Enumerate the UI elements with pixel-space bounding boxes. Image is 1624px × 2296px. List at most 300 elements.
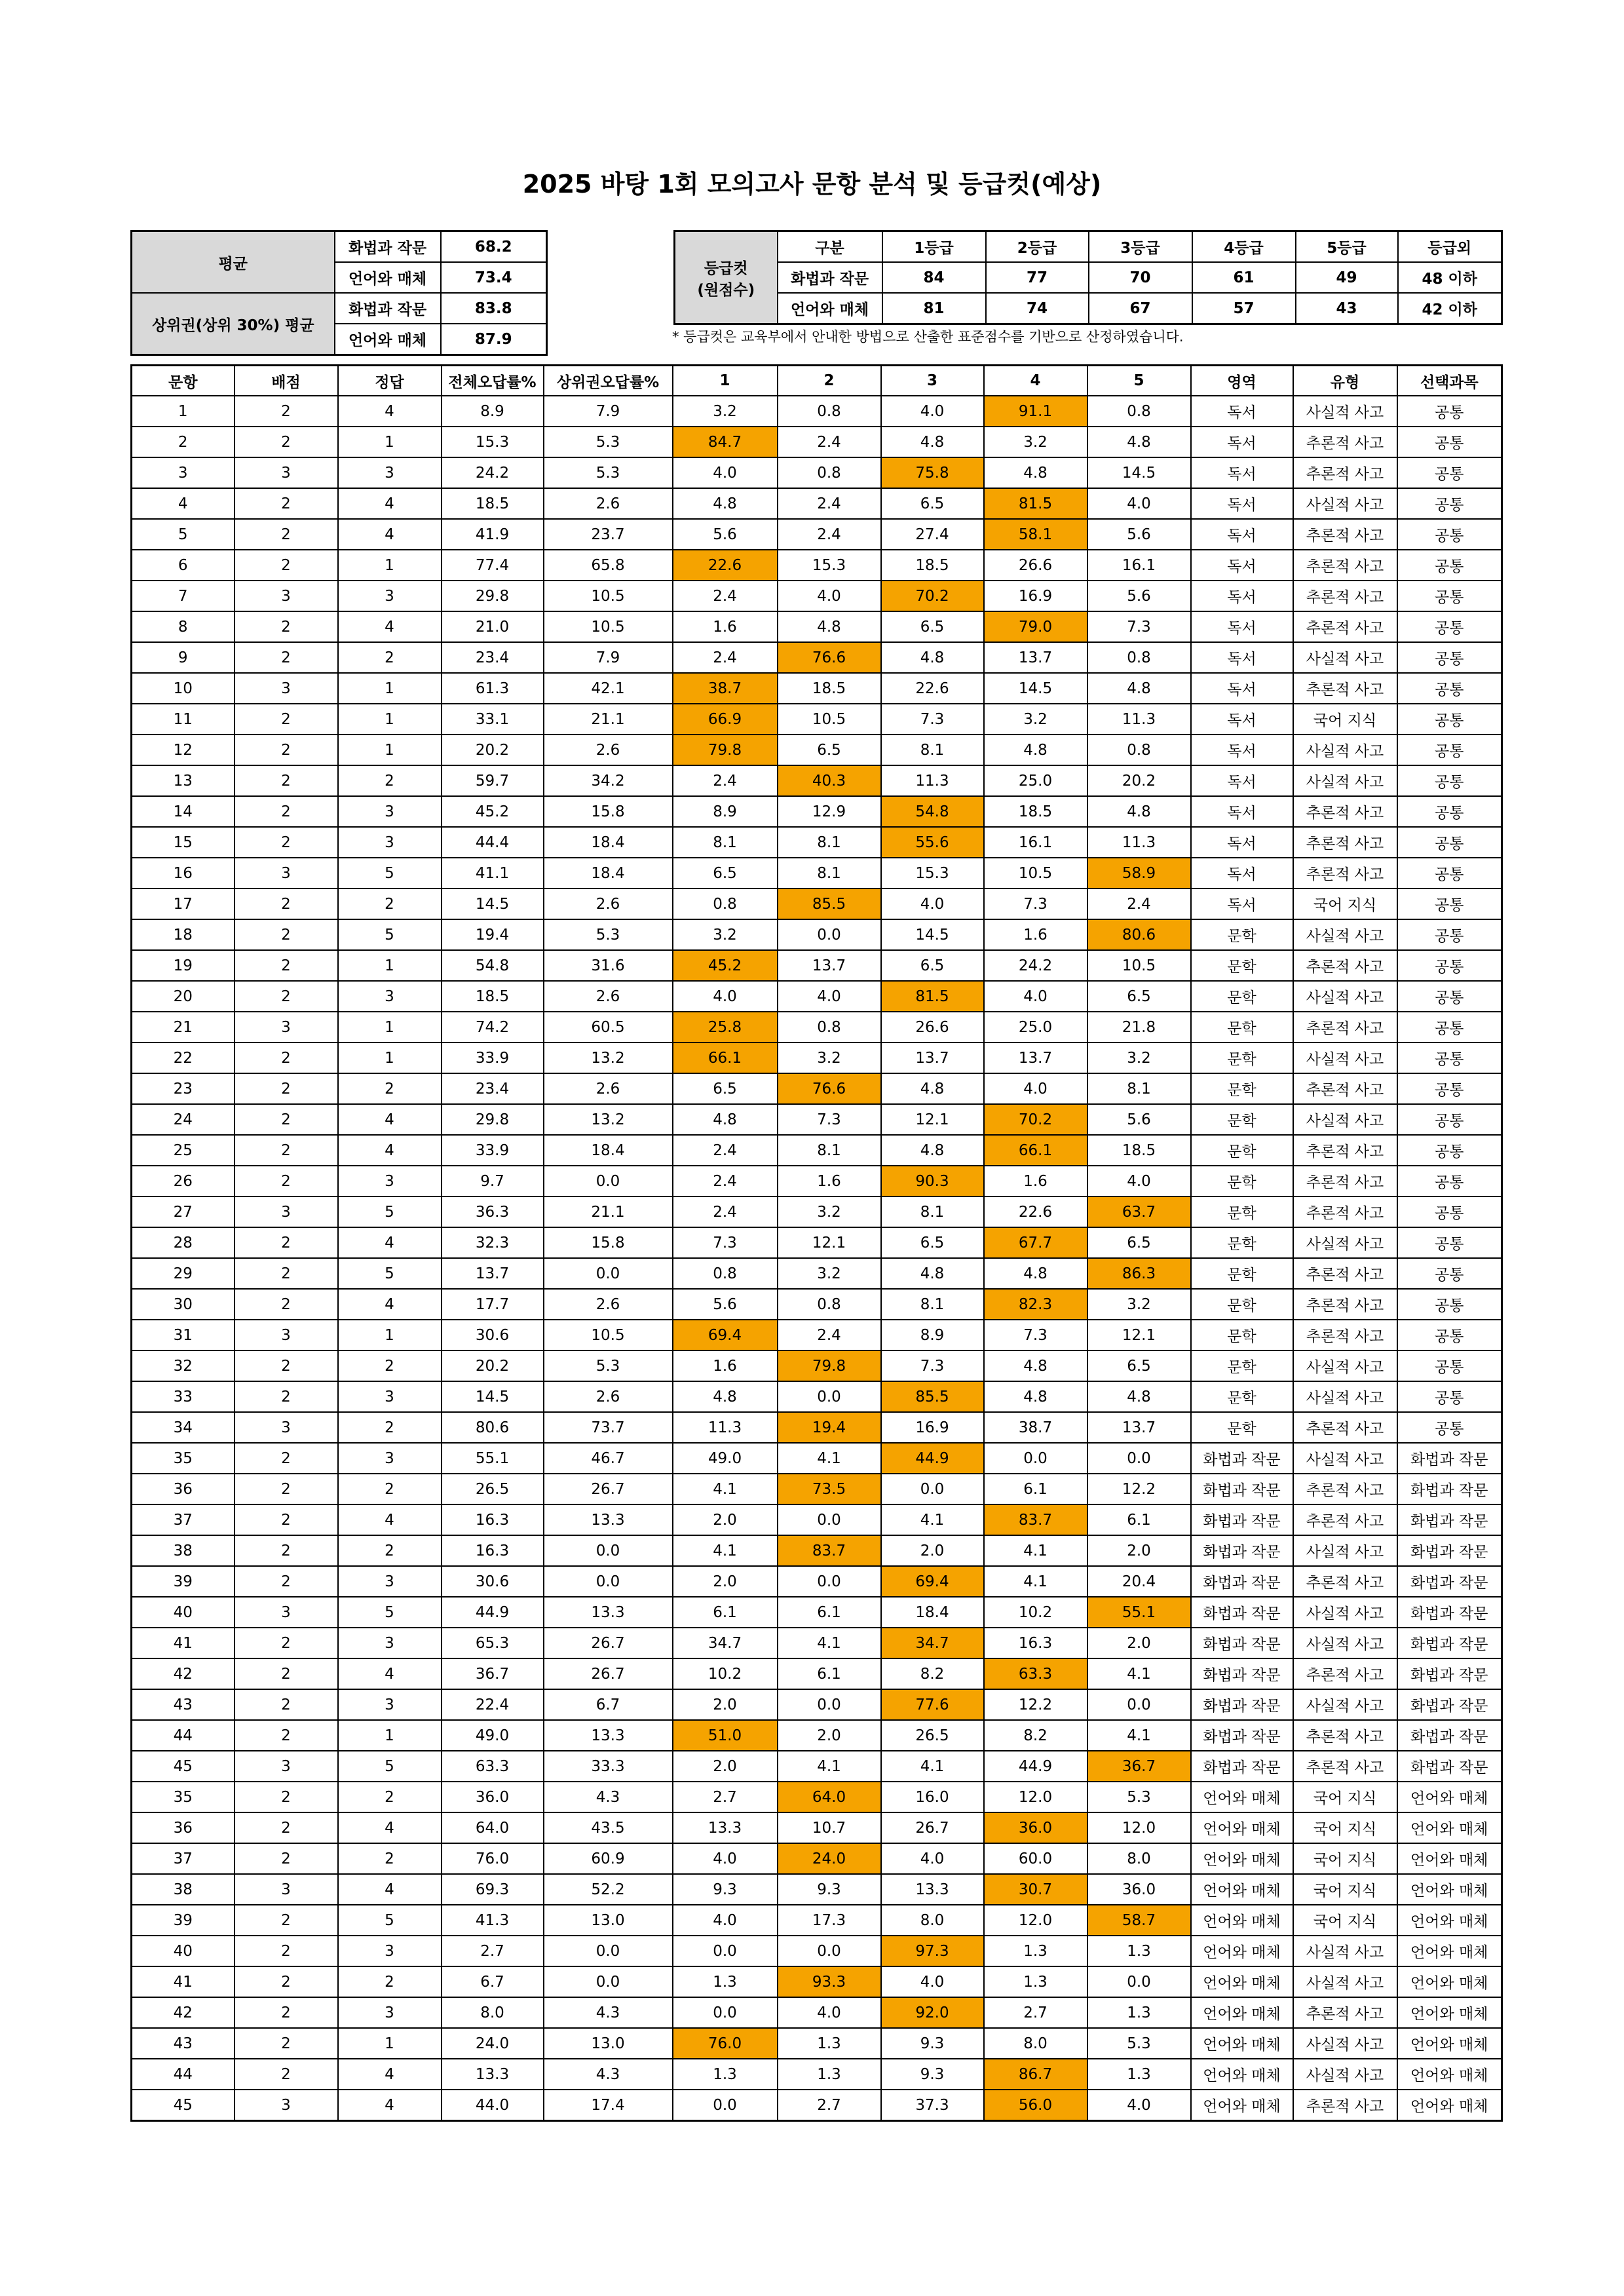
- choice-5-rate: 36.7: [1087, 1751, 1191, 1782]
- type: 사실적 사고: [1293, 1535, 1397, 1566]
- elective: 언어와 매체: [1397, 2028, 1502, 2059]
- choice-4-rate: 86.7: [984, 2059, 1087, 2090]
- average-table: [130, 230, 548, 356]
- top-wrong-rate: 73.7: [544, 1412, 673, 1443]
- points: 2: [235, 1166, 338, 1196]
- item-number: 26: [132, 1166, 235, 1196]
- type: 추론적 사고: [1293, 1289, 1397, 1320]
- area: 독서: [1191, 396, 1293, 427]
- type: 추론적 사고: [1293, 1751, 1397, 1782]
- top-wrong-rate: 4.3: [544, 1782, 673, 1812]
- area: 독서: [1191, 611, 1293, 642]
- answer: 4: [338, 1812, 442, 1843]
- choice-4-rate: 66.1: [984, 1135, 1087, 1166]
- overall-wrong-rate: 29.8: [442, 1104, 544, 1135]
- choice-1-rate: 4.0: [673, 1905, 778, 1936]
- answer: 2: [338, 889, 442, 919]
- area: 문학: [1191, 1258, 1293, 1289]
- answer: 2: [338, 642, 442, 673]
- choice-2-rate: 40.3: [778, 765, 881, 796]
- area: 문학: [1191, 1412, 1293, 1443]
- choice-2-rate: 8.1: [778, 858, 881, 889]
- choice-5-rate: 0.8: [1087, 396, 1191, 427]
- type: 추론적 사고: [1293, 827, 1397, 858]
- overall-wrong-rate: 44.0: [442, 2090, 544, 2121]
- table-row: [132, 858, 1502, 889]
- elective: 언어와 매체: [1397, 1936, 1502, 1966]
- choice-4-rate: 36.0: [984, 1812, 1087, 1843]
- elective: 공통: [1397, 1227, 1502, 1258]
- top-average-label: 상위권(상위 30%) 평균: [132, 293, 335, 355]
- table-row: [132, 827, 1502, 858]
- item-number: 38: [132, 1874, 235, 1905]
- item-number: 30: [132, 1289, 235, 1320]
- item-analysis-table: [130, 364, 1503, 2122]
- choice-5-rate: 6.5: [1087, 1350, 1191, 1381]
- choice-5-rate: 6.5: [1087, 1227, 1191, 1258]
- item-number: 18: [132, 919, 235, 950]
- elective: 공통: [1397, 396, 1502, 427]
- choice-3-rate: 97.3: [881, 1936, 984, 1966]
- top-wrong-rate: 2.6: [544, 1073, 673, 1104]
- top-wrong-rate: 60.5: [544, 1012, 673, 1043]
- overall-wrong-rate: 16.3: [442, 1535, 544, 1566]
- top-wrong-rate: 42.1: [544, 673, 673, 704]
- type: 추론적 사고: [1293, 1474, 1397, 1504]
- choice-1-rate: 45.2: [673, 950, 778, 981]
- answer: 1: [338, 550, 442, 581]
- table-row: [132, 550, 1502, 581]
- overall-wrong-rate: 13.3: [442, 2059, 544, 2090]
- grade-cell: 42 이하: [1398, 293, 1502, 324]
- type: 추론적 사고: [1293, 1135, 1397, 1166]
- choice-2-rate: 4.1: [778, 1628, 881, 1658]
- points: 2: [235, 796, 338, 827]
- choice-1-rate: 1.3: [673, 2059, 778, 2090]
- points: 2: [235, 396, 338, 427]
- area: 독서: [1191, 704, 1293, 735]
- table-row: [132, 1566, 1502, 1597]
- item-number: 27: [132, 1196, 235, 1227]
- area: 화법과 작문: [1191, 1628, 1293, 1658]
- overall-wrong-rate: 41.9: [442, 519, 544, 550]
- overall-wrong-rate: 14.5: [442, 1381, 544, 1412]
- choice-2-rate: 0.0: [778, 919, 881, 950]
- item-number: 15: [132, 827, 235, 858]
- answer: 4: [338, 1104, 442, 1135]
- average-value: 87.9: [441, 324, 547, 355]
- top-wrong-rate: 18.4: [544, 827, 673, 858]
- choice-3-rate: 12.1: [881, 1104, 984, 1135]
- elective: 언어와 매체: [1397, 1966, 1502, 1997]
- points: 2: [235, 1258, 338, 1289]
- choice-4-rate: 14.5: [984, 673, 1087, 704]
- area: 문학: [1191, 1381, 1293, 1412]
- area: 언어와 매체: [1191, 1966, 1293, 1997]
- choice-5-rate: 18.5: [1087, 1135, 1191, 1166]
- elective: 화법과 작문: [1397, 1504, 1502, 1535]
- points: 2: [235, 550, 338, 581]
- choice-4-rate: 91.1: [984, 396, 1087, 427]
- top-wrong-rate: 2.6: [544, 889, 673, 919]
- answer: 3: [338, 827, 442, 858]
- choice-1-rate: 11.3: [673, 1412, 778, 1443]
- choice-3-rate: 85.5: [881, 1381, 984, 1412]
- choice-1-rate: 2.4: [673, 765, 778, 796]
- choice-4-rate: 60.0: [984, 1843, 1087, 1874]
- choice-3-rate: 34.7: [881, 1628, 984, 1658]
- type: 추론적 사고: [1293, 1412, 1397, 1443]
- choice-4-rate: 58.1: [984, 519, 1087, 550]
- choice-4-rate: 22.6: [984, 1196, 1087, 1227]
- type: 국어 지식: [1293, 704, 1397, 735]
- choice-5-rate: 8.0: [1087, 1843, 1191, 1874]
- choice-2-rate: 93.3: [778, 1966, 881, 1997]
- table-row: [132, 642, 1502, 673]
- choice-2-rate: 6.1: [778, 1597, 881, 1628]
- top-wrong-rate: 18.4: [544, 1135, 673, 1166]
- overall-wrong-rate: 36.0: [442, 1782, 544, 1812]
- choice-5-rate: 3.2: [1087, 1043, 1191, 1073]
- choice-3-rate: 0.0: [881, 1474, 984, 1504]
- answer: 4: [338, 1874, 442, 1905]
- choice-4-rate: 0.0: [984, 1443, 1087, 1474]
- type: 추론적 사고: [1293, 1073, 1397, 1104]
- top-wrong-rate: 5.3: [544, 427, 673, 457]
- choice-5-rate: 63.7: [1087, 1196, 1191, 1227]
- overall-wrong-rate: 80.6: [442, 1412, 544, 1443]
- top-wrong-rate: 65.8: [544, 550, 673, 581]
- table-row: [132, 1720, 1502, 1751]
- choice-3-rate: 26.5: [881, 1720, 984, 1751]
- top-wrong-rate: 26.7: [544, 1474, 673, 1504]
- grade-cell: 화법과 작문: [778, 262, 882, 293]
- type: 사실적 사고: [1293, 1628, 1397, 1658]
- choice-2-rate: 17.3: [778, 1905, 881, 1936]
- grade-cell: 49: [1296, 262, 1398, 293]
- grade-header: 2등급: [986, 231, 1089, 263]
- overall-wrong-rate: 69.3: [442, 1874, 544, 1905]
- elective: 화법과 작문: [1397, 1658, 1502, 1689]
- choice-4-rate: 63.3: [984, 1658, 1087, 1689]
- page-title: 2025 바탕 1회 모의고사 문항 분석 및 등급컷(예상): [522, 170, 1102, 199]
- points: 2: [235, 1720, 338, 1751]
- choice-5-rate: 2.0: [1087, 1628, 1191, 1658]
- item-number: 17: [132, 889, 235, 919]
- choice-1-rate: 22.6: [673, 550, 778, 581]
- table-row: [132, 1474, 1502, 1504]
- choice-4-rate: 3.2: [984, 704, 1087, 735]
- choice-2-rate: 3.2: [778, 1196, 881, 1227]
- overall-wrong-rate: 54.8: [442, 950, 544, 981]
- choice-4-rate: 4.8: [984, 1381, 1087, 1412]
- choice-4-rate: 67.7: [984, 1227, 1087, 1258]
- table-row: [132, 611, 1502, 642]
- choice-5-rate: 6.1: [1087, 1504, 1191, 1535]
- grade-cell: 67: [1089, 293, 1192, 324]
- choice-3-rate: 13.7: [881, 1043, 984, 1073]
- choice-2-rate: 2.4: [778, 519, 881, 550]
- average-subject: 언어와 매체: [335, 324, 441, 355]
- choice-1-rate: 66.1: [673, 1043, 778, 1073]
- overall-wrong-rate: 30.6: [442, 1320, 544, 1350]
- area: 독서: [1191, 796, 1293, 827]
- choice-3-rate: 69.4: [881, 1566, 984, 1597]
- choice-3-rate: 18.5: [881, 550, 984, 581]
- choice-3-rate: 55.6: [881, 827, 984, 858]
- points: 2: [235, 1073, 338, 1104]
- elective-header: 선택과목: [1397, 366, 1502, 396]
- type: 국어 지식: [1293, 889, 1397, 919]
- choice-5-rate: 13.7: [1087, 1412, 1191, 1443]
- area: 문학: [1191, 1227, 1293, 1258]
- choice-5-rate: 14.5: [1087, 457, 1191, 488]
- area: 화법과 작문: [1191, 1751, 1293, 1782]
- type: 사실적 사고: [1293, 1381, 1397, 1412]
- type: 추론적 사고: [1293, 427, 1397, 457]
- table-row: [132, 735, 1502, 765]
- table-row: [132, 1166, 1502, 1196]
- answer: 2: [338, 1966, 442, 1997]
- choice-5-rate: 11.3: [1087, 827, 1191, 858]
- table-row: [132, 1043, 1502, 1073]
- grade-cell: 70: [1089, 262, 1192, 293]
- overall-wrong-rate: 44.4: [442, 827, 544, 858]
- choice-1-rate: 8.9: [673, 796, 778, 827]
- item-number: 9: [132, 642, 235, 673]
- overall-wrong-rate: 30.6: [442, 1566, 544, 1597]
- item-number: 14: [132, 796, 235, 827]
- table-row: [132, 919, 1502, 950]
- choice-4-rate: 16.9: [984, 581, 1087, 611]
- choice-3-rate: 6.5: [881, 950, 984, 981]
- top-wrong-rate: 13.3: [544, 1720, 673, 1751]
- type: 사실적 사고: [1293, 1104, 1397, 1135]
- top-wrong-rate: 34.2: [544, 765, 673, 796]
- choice-5-rate: 4.1: [1087, 1658, 1191, 1689]
- type: 추론적 사고: [1293, 1012, 1397, 1043]
- elective: 공통: [1397, 1166, 1502, 1196]
- choice-5-rate: 5.3: [1087, 1782, 1191, 1812]
- overall-wrong-rate: 23.4: [442, 642, 544, 673]
- choice-5-rate: 86.3: [1087, 1258, 1191, 1289]
- elective: 공통: [1397, 550, 1502, 581]
- answer: 4: [338, 1504, 442, 1535]
- overall-wrong-rate: 14.5: [442, 889, 544, 919]
- top-wrong-rate: 0.0: [544, 1966, 673, 1997]
- top-wrong-rate: 33.3: [544, 1751, 673, 1782]
- choice-4-rate: 12.2: [984, 1689, 1087, 1720]
- choice-3-rate: 18.4: [881, 1597, 984, 1628]
- type: 추론적 사고: [1293, 519, 1397, 550]
- choice-5-rate: 1.3: [1087, 2059, 1191, 2090]
- answer-header: 정답: [338, 366, 442, 396]
- item-number: 43: [132, 1689, 235, 1720]
- area: 독서: [1191, 488, 1293, 519]
- elective: 언어와 매체: [1397, 1843, 1502, 1874]
- choice-2-rate: 4.0: [778, 981, 881, 1012]
- area: 독서: [1191, 765, 1293, 796]
- choice-2-rate: 0.0: [778, 1381, 881, 1412]
- choice-1-rate: 69.4: [673, 1320, 778, 1350]
- choice-1-rate: 5.6: [673, 1289, 778, 1320]
- choice-1-rate: 2.4: [673, 642, 778, 673]
- area: 언어와 매체: [1191, 1782, 1293, 1812]
- item-number: 45: [132, 2090, 235, 2121]
- area: 문학: [1191, 1073, 1293, 1104]
- item-number: 39: [132, 1566, 235, 1597]
- area: 독서: [1191, 457, 1293, 488]
- choice-3-rate: 4.8: [881, 1073, 984, 1104]
- elective: 공통: [1397, 919, 1502, 950]
- answer: 4: [338, 519, 442, 550]
- top-wrong-rate: 13.2: [544, 1104, 673, 1135]
- choice-2-rate: 4.0: [778, 581, 881, 611]
- type: 추론적 사고: [1293, 581, 1397, 611]
- type: 사실적 사고: [1293, 2059, 1397, 2090]
- elective: 화법과 작문: [1397, 1443, 1502, 1474]
- choice-2-rate: 6.1: [778, 1658, 881, 1689]
- average-value: 73.4: [441, 262, 547, 293]
- choice-5-rate: 12.2: [1087, 1474, 1191, 1504]
- top-wrong-rate: 0.0: [544, 1535, 673, 1566]
- table-row: [132, 981, 1502, 1012]
- choice-3-rate: 22.6: [881, 673, 984, 704]
- type: 사실적 사고: [1293, 488, 1397, 519]
- choice-1-rate: 8.1: [673, 827, 778, 858]
- choice-5-rate: 4.8: [1087, 1381, 1191, 1412]
- choice-2-rate: 2.4: [778, 427, 881, 457]
- choice-3-rate: 8.1: [881, 1289, 984, 1320]
- choice-4-rate: 13.7: [984, 642, 1087, 673]
- overall-wrong-rate: 18.5: [442, 488, 544, 519]
- area: 독서: [1191, 889, 1293, 919]
- choice-1-rate: 1.3: [673, 1966, 778, 1997]
- choice-4-rate: 18.5: [984, 796, 1087, 827]
- overall-wrong-rate: 17.7: [442, 1289, 544, 1320]
- table-row: [132, 488, 1502, 519]
- item-number: 36: [132, 1474, 235, 1504]
- elective: 공통: [1397, 827, 1502, 858]
- choice-4-rate: 4.8: [984, 1350, 1087, 1381]
- answer: 1: [338, 704, 442, 735]
- elective: 공통: [1397, 581, 1502, 611]
- choice-2-rate: 4.1: [778, 1751, 881, 1782]
- area: 독서: [1191, 581, 1293, 611]
- table-row: [132, 1196, 1502, 1227]
- answer: 1: [338, 2028, 442, 2059]
- top-wrong-rate: 4.3: [544, 1997, 673, 2028]
- choice-4-header: 4: [984, 366, 1087, 396]
- points: 3: [235, 1597, 338, 1628]
- answer: 1: [338, 1043, 442, 1073]
- table-row: [132, 1905, 1502, 1936]
- table-row: [132, 1104, 1502, 1135]
- item-number: 43: [132, 2028, 235, 2059]
- points: 2: [235, 735, 338, 765]
- choice-3-rate: 4.8: [881, 427, 984, 457]
- overall-wrong-rate: 9.7: [442, 1166, 544, 1196]
- choice-4-rate: 79.0: [984, 611, 1087, 642]
- type: 사실적 사고: [1293, 1966, 1397, 1997]
- elective: 공통: [1397, 765, 1502, 796]
- grade-header: 등급외: [1398, 231, 1502, 263]
- points: 2: [235, 642, 338, 673]
- type: 사실적 사고: [1293, 735, 1397, 765]
- table-row: [132, 1689, 1502, 1720]
- table-row: [132, 1535, 1502, 1566]
- points: 2: [235, 1782, 338, 1812]
- area: 문학: [1191, 1166, 1293, 1196]
- answer: 5: [338, 858, 442, 889]
- elective: 공통: [1397, 1289, 1502, 1320]
- elective: 공통: [1397, 1258, 1502, 1289]
- grade-header: 1등급: [882, 231, 986, 263]
- top-wrong-rate: 23.7: [544, 519, 673, 550]
- area: 독서: [1191, 858, 1293, 889]
- answer: 5: [338, 1597, 442, 1628]
- elective: 공통: [1397, 1043, 1502, 1073]
- choice-3-rate: 4.0: [881, 1843, 984, 1874]
- item-number: 28: [132, 1227, 235, 1258]
- choice-3-rate: 13.3: [881, 1874, 984, 1905]
- overall-wrong-rate: 23.4: [442, 1073, 544, 1104]
- choice-1-rate: 79.8: [673, 735, 778, 765]
- answer: 1: [338, 735, 442, 765]
- answer: 3: [338, 1689, 442, 1720]
- top-wrong-rate: 10.5: [544, 581, 673, 611]
- choice-4-rate: 8.2: [984, 1720, 1087, 1751]
- top-wrong-rate: 13.0: [544, 1905, 673, 1936]
- top-wrong-rate: 31.6: [544, 950, 673, 981]
- type: 사실적 사고: [1293, 1936, 1397, 1966]
- points: 2: [235, 981, 338, 1012]
- grade-cut-table: [673, 230, 1503, 325]
- elective: 공통: [1397, 457, 1502, 488]
- choice-3-rate: 15.3: [881, 858, 984, 889]
- choice-3-rate: 27.4: [881, 519, 984, 550]
- top-wrong-rate: 17.4: [544, 2090, 673, 2121]
- area: 문학: [1191, 919, 1293, 950]
- choice-2-rate: 4.0: [778, 1997, 881, 2028]
- choice-1-rate: 4.0: [673, 457, 778, 488]
- top-wrong-rate: 7.9: [544, 642, 673, 673]
- points: 2: [235, 427, 338, 457]
- choice-5-rate: 4.0: [1087, 2090, 1191, 2121]
- top-wrong-rate: 26.7: [544, 1658, 673, 1689]
- item-number: 36: [132, 1812, 235, 1843]
- item-number: 38: [132, 1535, 235, 1566]
- item-number: 19: [132, 950, 235, 981]
- choice-5-rate: 5.6: [1087, 519, 1191, 550]
- points: 2: [235, 1628, 338, 1658]
- choice-2-rate: 85.5: [778, 889, 881, 919]
- elective: 언어와 매체: [1397, 1874, 1502, 1905]
- overall-wrong-rate: 65.3: [442, 1628, 544, 1658]
- elective: 언어와 매체: [1397, 1782, 1502, 1812]
- type: 사실적 사고: [1293, 919, 1397, 950]
- area: 문학: [1191, 1196, 1293, 1227]
- area: 언어와 매체: [1191, 2059, 1293, 2090]
- average-subject: 화법과 작문: [335, 231, 441, 263]
- choice-2-rate: 10.7: [778, 1812, 881, 1843]
- choice-3-rate: 8.1: [881, 1196, 984, 1227]
- overall-wrong-rate: 63.3: [442, 1751, 544, 1782]
- points: 2: [235, 1812, 338, 1843]
- table-header-row: [132, 366, 1502, 396]
- answer: 3: [338, 1443, 442, 1474]
- choice-4-rate: 1.3: [984, 1966, 1087, 1997]
